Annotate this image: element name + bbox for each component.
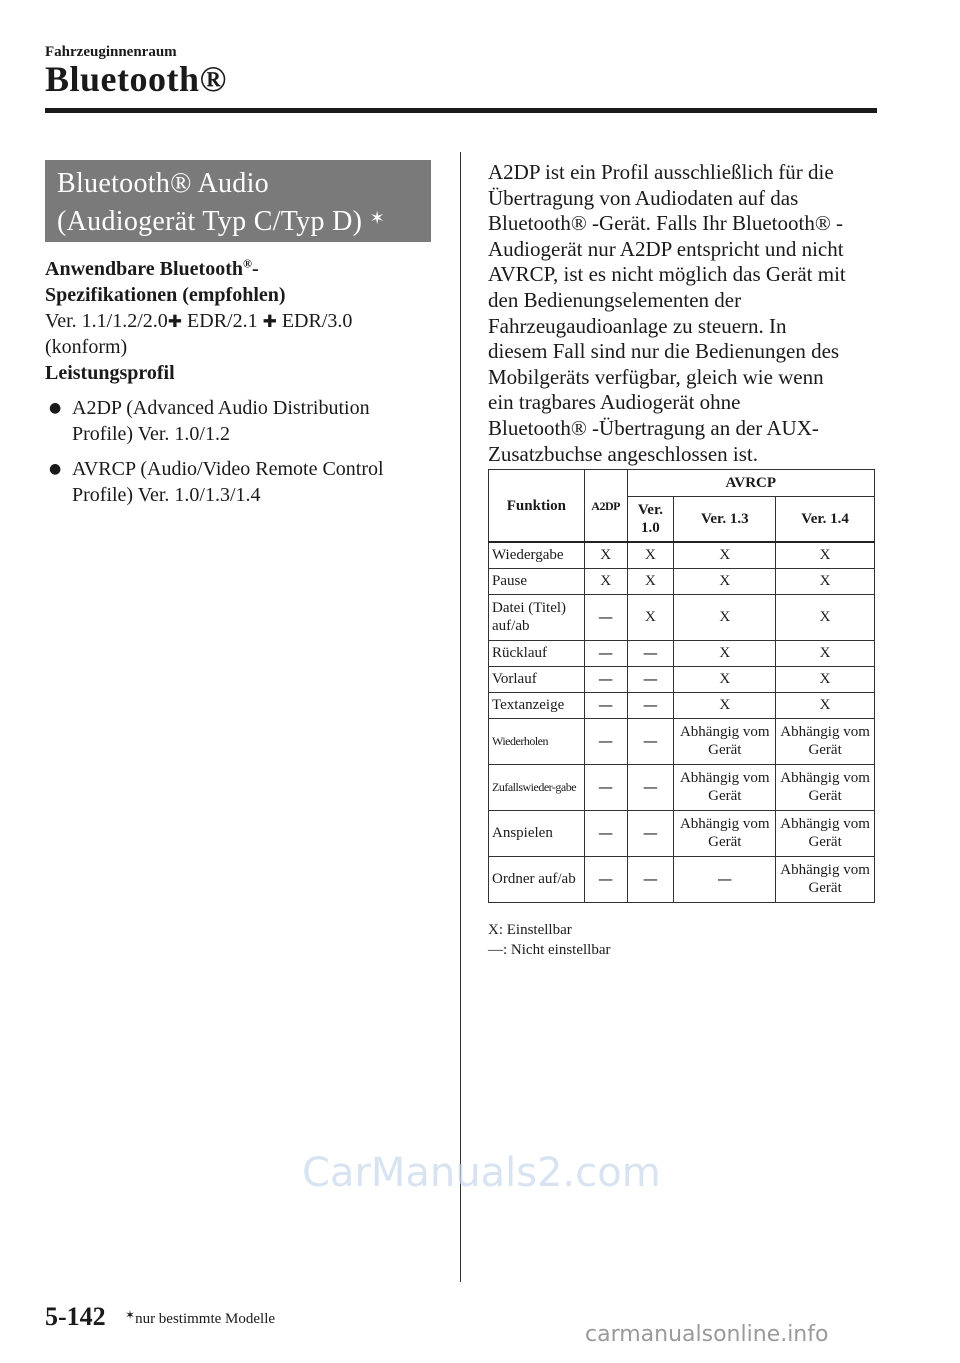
column-divider — [460, 152, 461, 1282]
cell-a2dp: — — [584, 640, 627, 666]
para-line: Bluetooth® -Übertragung an der AUX- — [488, 415, 819, 440]
para-line: Übertragung von Audiodaten auf das — [488, 185, 799, 210]
table-row — [489, 594, 875, 640]
section-label: Fahrzeuginnenraum — [45, 44, 177, 60]
cell-v14: Abhängig vom Gerät — [776, 810, 875, 856]
para-line: den Bedienungselementen der — [488, 287, 742, 312]
cell-v13: X — [674, 568, 776, 594]
profile-heading: Leistungsprofil — [45, 362, 175, 384]
cell-v13: X — [674, 692, 776, 718]
cell-a2dp: — — [584, 718, 627, 764]
bullet-item-a2dp — [45, 395, 455, 447]
header-funktion: Funktion — [489, 470, 585, 543]
plus-icon: ✚ — [167, 312, 183, 332]
a2dp-description — [488, 160, 883, 467]
plus-icon: ✚ — [262, 312, 277, 332]
cell-a2dp: — — [584, 856, 627, 902]
bullet-icon: ● — [49, 400, 62, 416]
cell-v13: X — [674, 542, 776, 568]
cell-funktion: Rücklauf — [489, 640, 585, 666]
para-line: AVRCP, ist es nicht möglich das Gerät mit — [488, 262, 846, 287]
bullet-line-1: A2DP (Advanced Audio Distribution — [72, 397, 370, 419]
legend-x: X: Einstellbar — [488, 922, 572, 938]
para-line: diesem Fall sind nur die Bedienungen des — [488, 339, 840, 364]
cell-a2dp: — — [584, 692, 627, 718]
spec-heading-line2: Spezifikationen (empfohlen) — [45, 284, 286, 306]
cell-v14: X — [776, 666, 875, 692]
banner-line-2-text: (Audiogerät Typ C/Typ D) — [57, 206, 363, 237]
cell-v14: Abhängig vom Gerät — [776, 856, 875, 902]
table-row — [489, 542, 875, 568]
cell-v14: X — [776, 594, 875, 640]
registered-mark: ® — [243, 256, 252, 271]
para-line: Fahrzeugaudioanlage zu steuern. In — [488, 313, 787, 338]
section-banner — [45, 160, 431, 242]
table-row — [489, 692, 875, 718]
cell-v14: X — [776, 568, 875, 594]
para-line: A2DP ist ein Profil ausschließlich für die — [488, 160, 834, 184]
watermark-carmanualsonline: carmanualsonline.info — [585, 1322, 829, 1347]
cell-funktion: Ordner auf/ab — [489, 856, 585, 902]
header-rule — [45, 108, 877, 113]
header-ver-1-0: Ver. 1.0 — [627, 497, 674, 543]
header-ver-1-4: Ver. 1.4 — [776, 497, 875, 543]
cell-v13: Abhängig vom Gerät — [674, 810, 776, 856]
header-avrcp: AVRCP — [627, 470, 875, 497]
star-icon: ✶ — [125, 1308, 136, 1322]
cell-a2dp: X — [584, 568, 627, 594]
footnote-text: nur bestimmte Modelle — [135, 1311, 276, 1327]
banner-line-1: Bluetooth® Audio — [57, 168, 269, 199]
cell-v13: — — [674, 856, 776, 902]
para-line: ein tragbares Audiogerät ohne — [488, 390, 741, 415]
table-row — [489, 640, 875, 666]
bullet-line-2: Profile) Ver. 1.0/1.3/1.4 — [72, 484, 261, 506]
cell-v10: X — [627, 594, 674, 640]
para-line: Bluetooth® -Gerät. Falls Ihr Bluetooth® - — [488, 211, 844, 236]
version-b: EDR/2.1 — [182, 310, 263, 332]
cell-a2dp: — — [584, 810, 627, 856]
cell-funktion: Datei (Titel) auf/ab — [489, 594, 585, 640]
cell-v10: — — [627, 764, 674, 810]
spec-heading-text: Anwendbare Bluetooth — [45, 258, 243, 280]
bullet-line-2: Profile) Ver. 1.0/1.2 — [72, 423, 230, 445]
cell-a2dp: — — [584, 764, 627, 810]
cell-v10: — — [627, 856, 674, 902]
cell-v13: Abhängig vom Gerät — [674, 764, 776, 810]
para-line: Mobilgeräts verfügbar, gleich wie wenn — [488, 364, 824, 389]
table-row — [489, 764, 875, 810]
para-line: Audiogerät nur A2DP entspricht und nicht — [488, 236, 844, 261]
version-a: Ver. 1.1/1.2/2.0 — [45, 310, 168, 332]
cell-funktion: Textanzeige — [489, 692, 585, 718]
header-a2dp: A2DP — [584, 470, 627, 543]
cell-v10: — — [627, 640, 674, 666]
bullet-item-avrcp — [45, 456, 455, 508]
header-ver-1-3: Ver. 1.3 — [674, 497, 776, 543]
cell-v14: Abhängig vom Gerät — [776, 764, 875, 810]
cell-funktion: Wiedergabe — [489, 542, 585, 568]
cell-funktion: Pause — [489, 568, 585, 594]
cell-v14: X — [776, 542, 875, 568]
cell-funktion: Wiederholen — [489, 718, 585, 764]
cell-v10: X — [627, 568, 674, 594]
star-icon: ✶ — [369, 208, 385, 228]
table-row — [489, 568, 875, 594]
legend-dash: —: Nicht einstellbar — [488, 942, 611, 958]
version-conform: (konform) — [45, 336, 128, 358]
page-number: 5-142 — [45, 1302, 106, 1331]
table-row — [489, 810, 875, 856]
para-line: Zusatzbuchse angeschlossen ist. — [488, 441, 759, 466]
cell-v13: Abhängig vom Gerät — [674, 718, 776, 764]
table-row — [489, 856, 875, 902]
spec-heading — [45, 256, 445, 282]
cell-funktion: Vorlauf — [489, 666, 585, 692]
watermark-carmanuals2: CarManuals2.com — [302, 1150, 661, 1196]
cell-a2dp: — — [584, 594, 627, 640]
cell-v14: X — [776, 640, 875, 666]
table-legend — [488, 920, 610, 960]
cell-v14: X — [776, 692, 875, 718]
profile-feature-table — [488, 469, 875, 903]
cell-a2dp: — — [584, 666, 627, 692]
cell-a2dp: X — [584, 542, 627, 568]
bullet-icon: ● — [49, 461, 62, 477]
table-row — [489, 666, 875, 692]
bullet-line-1: AVRCP (Audio/Video Remote Control — [72, 458, 384, 480]
cell-funktion: Anspielen — [489, 810, 585, 856]
cell-v14: Abhängig vom Gerät — [776, 718, 875, 764]
cell-v10: — — [627, 666, 674, 692]
cell-v10: — — [627, 692, 674, 718]
cell-v13: X — [674, 640, 776, 666]
chapter-title: Bluetooth® — [45, 59, 227, 99]
footnote — [125, 1308, 275, 1328]
cell-v10: — — [627, 810, 674, 856]
version-line — [45, 308, 445, 335]
version-c: EDR/3.0 — [276, 310, 353, 332]
cell-v10: — — [627, 718, 674, 764]
cell-v13: X — [674, 594, 776, 640]
banner-line-2 — [57, 201, 419, 239]
cell-v10: X — [627, 542, 674, 568]
cell-funktion: Zufallswieder-gabe — [489, 764, 585, 810]
spec-heading-dash: - — [251, 258, 259, 280]
table-row — [489, 718, 875, 764]
cell-v13: X — [674, 666, 776, 692]
